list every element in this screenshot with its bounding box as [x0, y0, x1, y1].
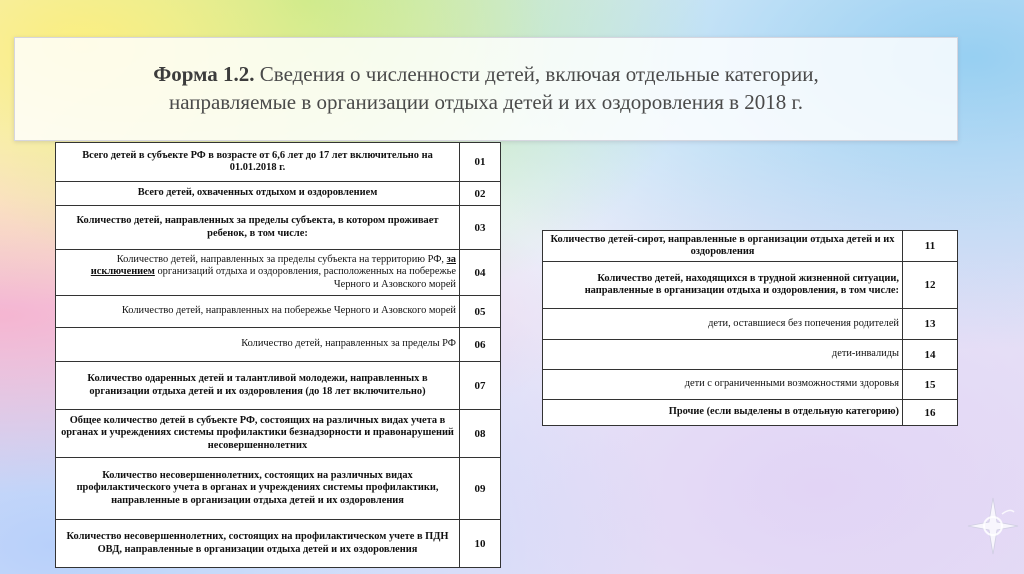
row-description: Количество детей-сирот, направленные в организации отдыха детей и их оздоровления — [543, 231, 903, 262]
row-description — [56, 250, 460, 296]
table-row — [56, 520, 501, 568]
row-description-part: организаций отдыха и оздоровления, расположенных на побережье Черного и Азовского морей — [154, 266, 456, 290]
row-code: 15 — [903, 370, 958, 400]
title-line-2: направляемые в организации отдыха детей и их оздоровления в 2018 г. — [168, 90, 804, 114]
row-code: 05 — [460, 296, 501, 328]
table-row — [56, 143, 501, 182]
table-row — [543, 340, 958, 370]
row-code: 03 — [460, 206, 501, 250]
row-description: Количество детей, находящихся в трудной жизненной ситуации, направленные в организации отдыха и оздоровления, в том числе: — [543, 262, 903, 309]
table-row — [56, 182, 501, 206]
table-row — [543, 309, 958, 340]
row-code: 07 — [460, 362, 501, 410]
row-description: дети, оставшиеся без попечения родителей — [543, 309, 903, 340]
title-line-1: Сведения о численности детей, включая отдельные категории, — [254, 62, 819, 86]
row-code: 06 — [460, 328, 501, 362]
row-code: 10 — [460, 520, 501, 568]
table-row — [543, 262, 958, 309]
table-row — [543, 231, 958, 262]
form-number: Форма 1.2. — [153, 62, 255, 86]
row-description: Прочие (если выделены в отдельную категорию) — [543, 400, 903, 426]
row-description: Количество несовершеннолетних, состоящих на различных видах профилактического учета в органах и учреждениях системы профилактики, направленные в организации отдыха детей и их оздоровления — [56, 458, 460, 520]
table-row — [56, 458, 501, 520]
row-code: 12 — [903, 262, 958, 309]
row-code: 13 — [903, 309, 958, 340]
row-description: Общее количество детей в субъекте РФ, состоящих на различных видах учета в органах и учреждениях системы профилактики безнадзорности и правонарушений несовершеннолетних — [56, 410, 460, 458]
table-row — [56, 410, 501, 458]
table-row — [56, 206, 501, 250]
row-code: 11 — [903, 231, 958, 262]
row-code: 14 — [903, 340, 958, 370]
row-description: Количество детей, направленных за пределы РФ — [56, 328, 460, 362]
row-description: Количество одаренных детей и талантливой молодежи, направленных в организации отдыха детей и их оздоровления (до 18 лет включительно) — [56, 362, 460, 410]
row-code: 02 — [460, 182, 501, 206]
page-title — [15, 60, 957, 116]
row-code: 01 — [460, 143, 501, 182]
row-code: 04 — [460, 250, 501, 296]
row-description: Всего детей, охваченных отдыхом и оздоровлением — [56, 182, 460, 206]
row-description-part: Количество детей, направленных за пределы субъекта на территорию РФ, — [116, 253, 447, 265]
row-description-underlined: за исключением — [90, 253, 456, 278]
compass-star-logo-icon — [966, 496, 1020, 556]
row-description: Количество несовершеннолетних, состоящих на профилактическом учете в ПДН ОВД, направленные в организации отдыха детей и их оздоровления — [56, 520, 460, 568]
table-row — [56, 328, 501, 362]
row-code: 09 — [460, 458, 501, 520]
table-row — [543, 400, 958, 426]
row-description: дети-инвалиды — [543, 340, 903, 370]
row-description: дети с ограниченными возможностями здоровья — [543, 370, 903, 400]
row-description: Количество детей, направленных на побережье Черного и Азовского морей — [56, 296, 460, 328]
row-code: 16 — [903, 400, 958, 426]
title-panel — [14, 37, 958, 141]
row-code: 08 — [460, 410, 501, 458]
row-description: Количество детей, направленных за пределы субъекта, в котором проживает ребенок, в том числе: — [56, 206, 460, 250]
left-table — [55, 142, 501, 568]
right-table — [542, 230, 958, 426]
table-row — [56, 250, 501, 296]
table-row — [543, 370, 958, 400]
table-row — [56, 296, 501, 328]
row-description: Всего детей в субъекте РФ в возрасте от 6,6 лет до 17 лет включительно на 01.01.2018 г. — [56, 143, 460, 182]
table-row — [56, 362, 501, 410]
